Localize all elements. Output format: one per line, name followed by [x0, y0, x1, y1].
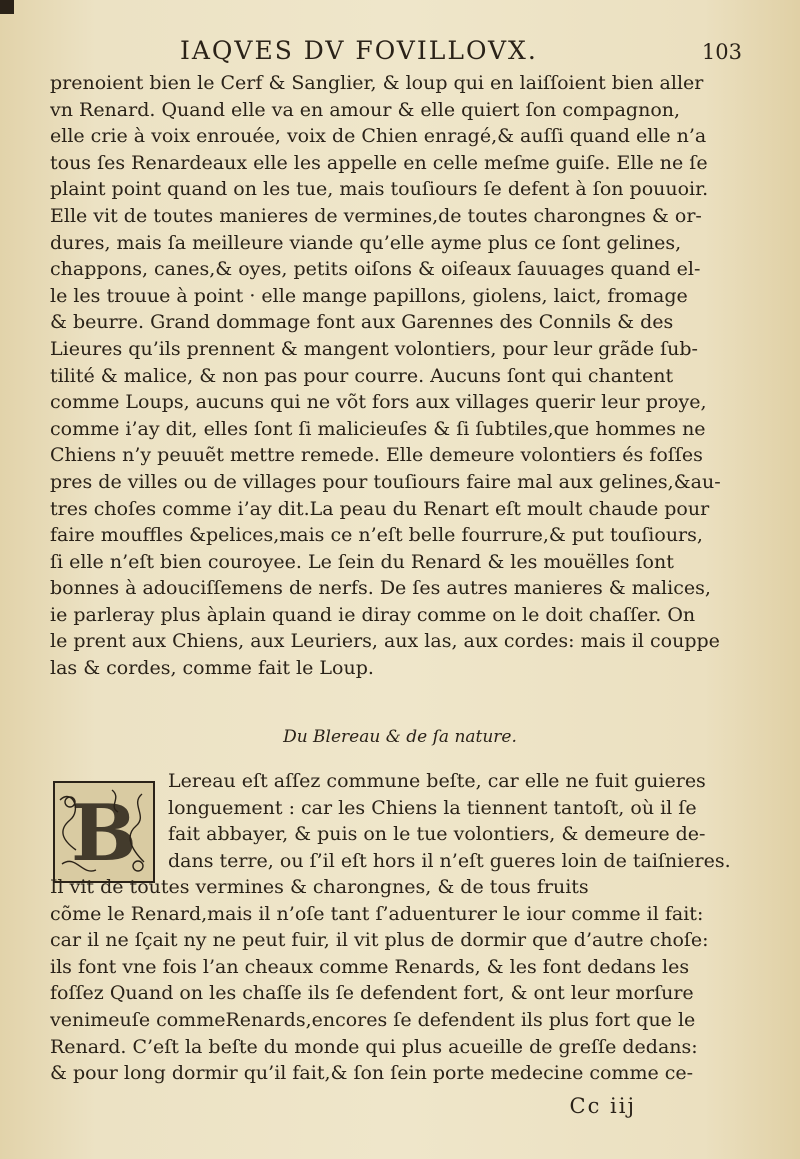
text-line: faire mouffles &pelices,mais ce n’eſt belle fourrure,& put touſiours,: [50, 524, 703, 547]
text-line: dures, mais ſa meilleure viande qu’elle ayme plus ce ſont gelines,: [50, 231, 682, 254]
text-line: longuement : car les Chiens la tiennent tantoſt, où il ſe: [168, 796, 697, 819]
page-number: 103: [701, 40, 742, 64]
text-line: pres de villes ou de villages pour touſiours faire mal aux gelines,&au-: [50, 470, 721, 493]
text-line: Lereau eſt aſſez commune beſte, car elle ne fuit guieres: [168, 770, 706, 792]
text-line: le les trouue à point · elle mange papillons, giolens, laict, fromage: [50, 284, 688, 307]
text-line: cõme le Renard,mais il n’oſe tant ſ’aduenturer le iour comme il fait:: [50, 902, 704, 925]
text-line: tous ſes Renardeaux elle les appelle en celle meſme guiſe. Elle ne ſe: [50, 151, 708, 174]
text-line: Il vit de toutes vermines & charongnes, & de tous fruits: [50, 876, 589, 898]
page-header: [0, 36, 800, 70]
text-line: Renard. C’eſt la beſte du monde qui plus acueille de greſſe dedans:: [50, 1035, 698, 1058]
text-line: prenoient bien le Cerf & Sanglier, & loup qui en laiſſoient bien aller: [50, 72, 704, 94]
text-line: tres choſes comme i’ay dit.La peau du Renart eſt moult chaude pour: [50, 497, 710, 520]
text-line: elle crie à voix enrouée, voix de Chien enragé,& auſſi quand elle n’a: [50, 125, 707, 148]
text-line: chappons, canes,& oyes, petits oiſons & oiſeaux ſauuages quand el-: [50, 258, 701, 281]
text-line: le prent aux Chiens, aux Leuriers, aux las, aux cordes: mais il couppe: [50, 630, 720, 653]
text-line: venimeuſe commeRenards,encores ſe defendent ils plus fort que le: [50, 1008, 696, 1031]
text-line: plaint point quand on les tue, mais touſiours ſe defent à ſon pouuoir.: [50, 178, 709, 201]
text-line: Chiens n’y peuuẽt mettre remede. Elle demeure volontiers és foſſes: [50, 444, 703, 467]
running-head: IAQVES DV FOVILLOVX.: [180, 36, 538, 65]
text-line: vn Renard. Quand elle va en amour & elle quiert ſon compagnon,: [50, 98, 681, 121]
text-line: ils font vne fois l’an cheaux comme Renards, & les font dedans les: [50, 955, 690, 978]
text-line: bonnes à adouciſſemens de nerfs. De ſes autres manieres & malices,: [50, 577, 711, 600]
section-title: Du Blereau & de ſa nature.: [283, 727, 517, 747]
text-line: las & cordes, comme fait le Loup.: [50, 657, 374, 680]
text-line: dans terre, ou ſ’il eſt hors il n’eſt gueres loin de taiſnieres.: [168, 849, 731, 872]
text-line: ie parleray plus àplain quand ie diray comme on le doit chaſſer. On: [50, 603, 696, 626]
decorated-initial-b: [52, 780, 156, 884]
text-line: comme i’ay dit, elles ſont ſi malicieuſes & ſi ſubtiles,que hommes ne: [50, 417, 706, 440]
paragraph-blereau-opening: [168, 768, 738, 874]
text-line: & pour long dormir qu’il fait,& ſon ſein porte medecine comme ce-: [50, 1062, 694, 1085]
signature-mark: Cc iij: [569, 1094, 636, 1118]
paragraph-renard: [50, 70, 750, 682]
text-line: tilité & malice, & non pas pour courre. Aucuns ſont qui chantent: [50, 364, 674, 387]
text-line: car il ne ſçait ny ne peut fuir, il vit plus de dormir que d’autre choſe:: [50, 929, 709, 952]
page-corner-mark: [0, 0, 14, 14]
text-line: Elle vit de toutes manieres de vermines,de toutes charongnes & or-: [50, 204, 702, 227]
paragraph-blereau-continued: [50, 874, 740, 1087]
text-line: & beurre. Grand dommage font aux Garennes des Connils & des: [50, 311, 674, 334]
svg-text:B: B: [71, 788, 137, 879]
text-line: ſi elle n’eſt bien couroyee. Le ſein du Renard & les mouëlles ſont: [50, 550, 674, 573]
text-line: fait abbayer, & puis on le tue volontiers, & demeure de-: [168, 823, 706, 846]
text-line: foſſez Quand on les chaſſe ils ſe defendent fort, & ont leur morſure: [50, 982, 694, 1005]
text-line: Lieures qu’ils prennent & mangent volontiers, pour leur grãde ſub-: [50, 337, 698, 360]
text-line: comme Loups, aucuns qui ne võt fors aux villages querir leur proye,: [50, 391, 707, 414]
